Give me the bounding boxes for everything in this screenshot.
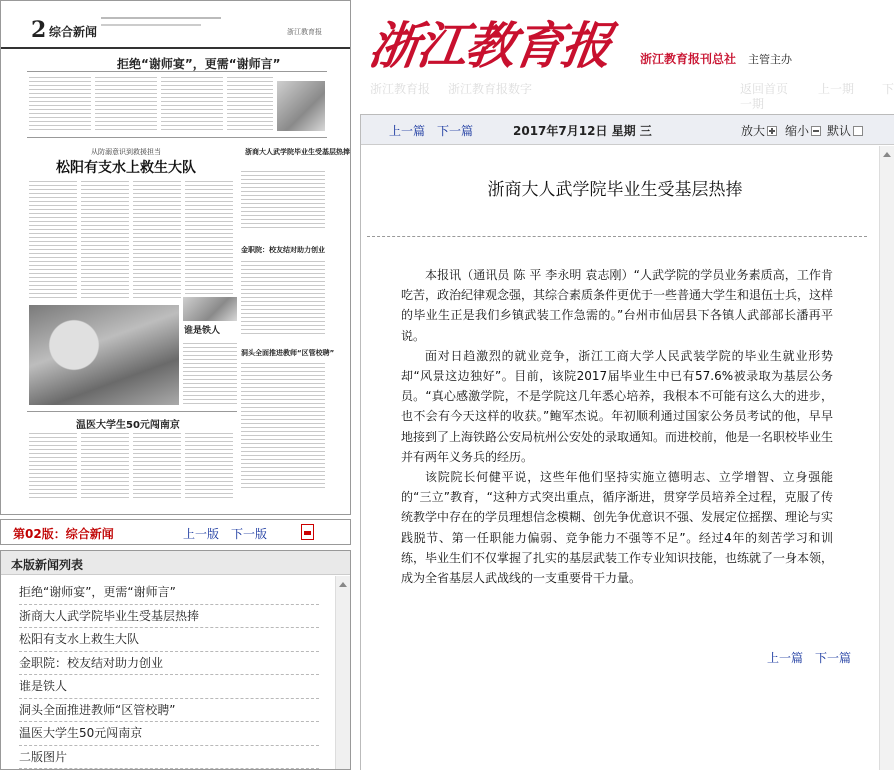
prev-article-link[interactable]: 上一篇 [389,124,426,138]
thumb-rule [27,137,327,138]
thumb-kicker: 从防溺意识到救援担当 [91,148,161,156]
article-paragraph: 该院院长何健平说，这些年他们坚持实施立德明志、立学增智、立身强能的“三立”教育，“这种方式突出重点，循序渐进，贯穿学员培养全过程，克服了传统教学中存在的学员理想信念模糊、创先争优意识不强、发展定位摇摆、理论与实践脱节、第一任职能力偏弱、竞争能力不强等不足”。经过4年的刻苦学习和训练，毕业生们不仅掌握了扎实的基层武装工作专业知识技能，也练就了一身本领，成为全省基层人武战线的一支重要骨干力量。 [401,470,834,586]
page-news-list [0,550,351,770]
zoom-in-button[interactable] [741,122,777,139]
thumb-text-block [241,361,325,491]
top-nav-bar [352,76,894,114]
thumb-headline-2[interactable]: 松阳有支水上救生大队 [56,160,196,176]
issue-date: 2017年7月12日 星期 三 [513,124,652,138]
scroll-up-arrow-icon[interactable] [339,582,347,587]
thumb-right-title-3[interactable]: 洞头全面推进教师“区管校聘” [241,349,335,357]
newspaper-page-thumbnail[interactable] [0,0,351,515]
zoom-default-label: 默认 [827,124,852,138]
thumb-right-title-2[interactable]: 金职院：校友结对助力创业 [241,246,325,254]
news-list-items [19,581,319,769]
scroll-up-arrow-icon[interactable] [883,152,891,157]
thumb-cartoon [277,81,325,131]
newspaper-logo[interactable]: 浙江教育报 [365,16,614,75]
thumb-text-block [183,341,237,407]
zoom-out-label: 缩小 [785,124,810,138]
prev-page-link[interactable]: 上一版 [183,527,220,541]
thumb-header-rule [101,24,201,26]
thumb-text-block [29,179,77,299]
thumb-text-block [185,179,233,299]
thumb-text-block [185,431,233,501]
bottom-prev-article-link[interactable]: 上一篇 [767,651,804,665]
thumb-text-block [81,179,129,299]
thumb-header [1,1,351,49]
thumb-text-block [133,431,181,501]
thumb-text-block [161,75,223,133]
news-list-title: 本版新闻列表 [11,558,84,572]
thumb-rule [27,71,327,72]
news-list-header [1,551,350,575]
thumb-headline-1[interactable]: 拒绝“谢师宴”，更需“谢师言” [117,57,281,71]
thumb-section-name: 综合新闻 [49,25,98,39]
nav-link-digital[interactable]: 浙江教育报数字 [448,82,533,96]
thumb-text-block [241,169,325,231]
page-name: 第02版：综合新闻 [13,527,114,541]
article-panel [360,114,894,770]
thumb-page-number: 2 [31,17,47,43]
bottom-next-article-link[interactable]: 下一篇 [815,651,852,665]
news-list-item[interactable]: 二版图片 [19,746,319,770]
article-toolbar [361,115,894,145]
thumb-who-title[interactable]: 谁是铁人 [184,326,221,336]
pdf-download-icon[interactable] [301,524,314,540]
article-body [401,265,833,588]
minus-icon [811,126,821,136]
thumb-masthead: 浙江教育报 [287,28,322,36]
zoom-default-button[interactable] [827,122,863,139]
thumb-text-block [29,431,77,501]
plus-icon [767,126,777,136]
thumb-text-block [95,75,157,133]
thumb-text-block [227,75,273,133]
thumb-right-title-1[interactable]: 浙商大人武学院毕业生受基层热捧 [245,148,350,156]
nav-link-prev-issue[interactable]: 上一期 [818,82,855,96]
news-list-item[interactable]: 金职院：校友结对助力创业 [19,652,319,676]
news-list-item[interactable]: 温医大学生50元闯南京 [19,722,319,746]
left-column [0,0,352,770]
news-list-scrollbar[interactable] [335,576,350,770]
reset-icon [853,126,863,136]
next-page-link[interactable]: 下一版 [231,527,268,541]
masthead [352,0,894,76]
zoom-in-label: 放大 [741,124,766,138]
sponsor-label: 主管主办 [748,53,792,66]
nav-link-next-issue[interactable]: 下 [882,82,894,96]
article-paragraph: 本报讯（通讯员 陈 平 李永明 袁志刚）“人武学院的学员业务素质高，工作肯吃苦，政治纪律观念强，其综合素质条件更优于一些普通大学生和退伍士兵，这样的毕业生正是我们乡镇武装工作急需的。”台州市仙居县下各镇人武部部长潘再平说。 [401,268,834,343]
news-list-item[interactable]: 拒绝“谢师宴”，更需“谢师言” [19,581,319,605]
thumb-rule [27,411,237,412]
thumb-photo [29,305,179,405]
article-scrollbar[interactable] [879,146,894,770]
page-navigation-bar [0,519,351,545]
nav-link-home[interactable]: 返回首页 [740,82,789,96]
zoom-out-button[interactable] [785,122,821,139]
publisher-name: 浙江教育报刊总社 [640,52,737,66]
next-article-link[interactable]: 下一篇 [437,124,474,138]
thumb-photo-small [183,297,237,321]
nav-link-paper[interactable]: 浙江教育报 [370,82,431,96]
nav-link-home-wrap[interactable]: 一期 [740,97,765,111]
title-divider [367,236,867,237]
thumb-header-rule [101,17,221,19]
article-paragraph: 面对日趋激烈的就业竞争，浙江工商大学人民武装学院的毕业生就业形势却“风景这边独好”。目前，该院2017届毕业生中已有57.6%被录取为基层公务员。“真心感激学院，不是学院这几年悉心培养，我根本不可能有这么大的进步，也不会有今天这样的收获。”鲍军杰说。年初顺利通过国家公务员考试的他，早早地接到了上海铁路公安局杭州公安处的录取通知。而进校前，他是一名职校毕业生并有两年义务兵的经历。 [401,348,834,464]
thumb-text-block [241,259,325,337]
news-list-item[interactable]: 谁是铁人 [19,675,319,699]
thumb-text-block [29,75,91,133]
news-list-item[interactable]: 洞头全面推进教师“区管校聘” [19,699,319,723]
news-list-item[interactable]: 浙商大人武学院毕业生受基层热捧 [19,605,319,629]
article-title: 浙商大人武学院毕业生受基层热捧 [487,180,743,200]
thumb-text-block [81,431,129,501]
thumb-headline-3[interactable]: 温医大学生50元闯南京 [76,420,180,431]
thumb-text-block [133,179,181,299]
news-list-item[interactable]: 松阳有支水上救生大队 [19,628,319,652]
